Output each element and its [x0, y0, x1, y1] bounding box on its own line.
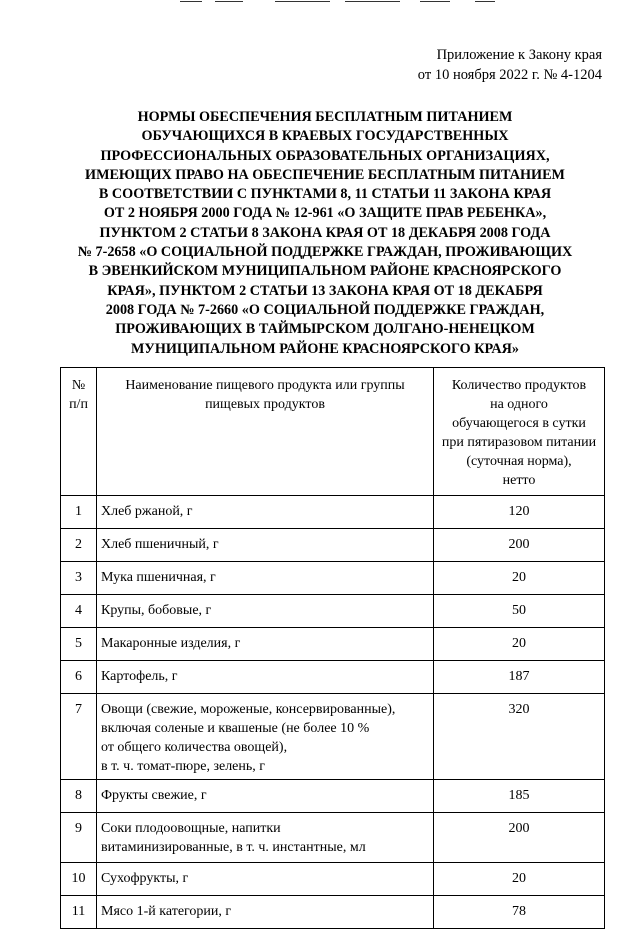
table-row: [61, 863, 605, 896]
row-number: 3: [61, 562, 97, 595]
table-body: [61, 496, 605, 929]
title-line: № 7-2658 «О СОЦИАЛЬНОЙ ПОДДЕРЖКЕ ГРАЖДАН, ПРОЖИВАЮЩИХ: [77, 244, 573, 261]
row-number: 11: [61, 896, 97, 929]
product-name-line: в т. ч. томат-пюре, зелень, г: [101, 759, 266, 774]
row-quantity: 20: [434, 562, 605, 595]
row-product-name: [97, 562, 434, 595]
product-name-line: Картофель, г: [101, 669, 178, 684]
row-product-name: [97, 661, 434, 694]
appendix-note: [418, 45, 602, 85]
appendix-line-1: Приложение к Закону края: [436, 47, 602, 63]
product-name-line: Мука пшеничная, г: [101, 570, 216, 585]
product-name-line: Овощи (свежие, мороженые, консервированные),: [101, 702, 396, 717]
food-norms-table: [60, 367, 605, 929]
row-product-name: [97, 813, 434, 863]
table-row: [61, 595, 605, 628]
product-name-line: Сухофрукты, г: [101, 871, 189, 886]
row-quantity: 200: [434, 813, 605, 863]
row-product-name: [97, 496, 434, 529]
header-number-line: п/п: [69, 397, 88, 412]
table-row: [61, 896, 605, 929]
product-name-line: Хлеб ржаной, г: [101, 504, 193, 519]
row-product-name: [97, 780, 434, 813]
header-number: [61, 368, 97, 496]
product-name-line: включая соленые и квашеные (не более 10 %: [101, 721, 370, 736]
product-name-line: от общего количества овощей),: [101, 740, 288, 755]
row-number: 5: [61, 628, 97, 661]
title-line: КРАЯ», ПУНКТОМ 2 СТАТЬИ 13 ЗАКОНА КРАЯ ОТ 18 ДЕКАБРЯ: [107, 282, 543, 299]
header-number-line: №: [71, 378, 86, 393]
title-line: ИМЕЮЩИХ ПРАВО НА ОБЕСПЕЧЕНИЕ БЕСПЛАТНЫМ ПИТАНИЕМ: [85, 166, 565, 183]
title-line: ПРОЖИВАЮЩИХ В ТАЙМЫРСКОМ ДОЛГАНО-НЕНЕЦКОМ: [115, 321, 535, 338]
product-name-line: Макаронные изделия, г: [101, 636, 241, 651]
product-name-line: Мясо 1-й категории, г: [101, 904, 232, 919]
header-name-line: Наименование пищевого продукта или группы: [125, 378, 405, 393]
row-number: 8: [61, 780, 97, 813]
table-row: [61, 529, 605, 562]
header-quantity-line: обучающегося в сутки: [452, 416, 586, 431]
row-quantity: 185: [434, 780, 605, 813]
row-number: 2: [61, 529, 97, 562]
row-quantity: 120: [434, 496, 605, 529]
row-product-name: [97, 694, 434, 780]
title-line: ОБУЧАЮЩИХСЯ В КРАЕВЫХ ГОСУДАРСТВЕННЫХ: [141, 128, 509, 145]
title-line: 2008 ГОДА № 7-2660 «О СОЦИАЛЬНОЙ ПОДДЕРЖКЕ ГРАЖДАН,: [105, 301, 545, 318]
row-quantity: 20: [434, 628, 605, 661]
row-quantity: 200: [434, 529, 605, 562]
table-row: [61, 780, 605, 813]
product-name-line: Соки плодоовощные, напитки: [101, 821, 281, 836]
row-quantity: 320: [434, 694, 605, 780]
title-line: ПРОФЕССИОНАЛЬНЫХ ОБРАЗОВАТЕЛЬНЫХ ОРГАНИЗАЦИЯХ,: [100, 147, 550, 164]
table-row: [61, 628, 605, 661]
row-quantity: 50: [434, 595, 605, 628]
row-number: 7: [61, 694, 97, 780]
row-quantity: 78: [434, 896, 605, 929]
title-line: ОТ 2 НОЯБРЯ 2000 ГОДА № 12-961 «О ЗАЩИТЕ ПРАВ РЕБЕНКА»,: [103, 205, 547, 222]
title-line: НОРМЫ ОБЕСПЕЧЕНИЯ БЕСПЛАТНЫМ ПИТАНИЕМ: [137, 109, 513, 125]
header-quantity-line: при пятиразовом питании: [441, 435, 597, 450]
header-quantity-line: (суточная норма),: [466, 454, 572, 469]
title-line: В ЭВЕНКИЙСКОМ МУНИЦИПАЛЬНОМ РАЙОНЕ КРАСНОЯРСКОГО: [88, 263, 562, 280]
row-product-name: [97, 529, 434, 562]
row-number: 4: [61, 595, 97, 628]
title-line: ПУНКТОМ 2 СТАТЬИ 8 ЗАКОНА КРАЯ ОТ 18 ДЕКАБРЯ 2008 ГОДА: [99, 224, 551, 241]
row-number: 1: [61, 496, 97, 529]
product-name-line: Фрукты свежие, г: [101, 788, 207, 803]
table-row: [61, 661, 605, 694]
product-name-line: Крупы, бобовые, г: [101, 603, 212, 618]
header-quantity-line: на одного: [490, 397, 548, 412]
table-row: [61, 496, 605, 529]
product-name-line: Хлеб пшеничный, г: [101, 537, 219, 552]
row-quantity: 20: [434, 863, 605, 896]
scan-top-marks: [0, 0, 636, 4]
header-name-line: пищевых продуктов: [205, 397, 325, 412]
row-product-name: [97, 863, 434, 896]
header-quantity: [434, 368, 605, 496]
row-number: 9: [61, 813, 97, 863]
row-product-name: [97, 628, 434, 661]
row-product-name: [97, 896, 434, 929]
table-row: [61, 694, 605, 780]
header-quantity-line: нетто: [502, 473, 536, 488]
title-line: МУНИЦИПАЛЬНОМ РАЙОНЕ КРАСНОЯРСКОГО КРАЯ»: [131, 340, 519, 357]
product-name-line: витаминизированные, в т. ч. инстантные, мл: [101, 840, 366, 855]
row-number: 6: [61, 661, 97, 694]
document-title: [60, 108, 590, 359]
title-line: В СООТВЕТСТВИИ С ПУНКТАМИ 8, 11 СТАТЬИ 11 ЗАКОНА КРАЯ: [98, 186, 552, 203]
row-number: 10: [61, 863, 97, 896]
header-quantity-line: Количество продуктов: [451, 378, 587, 393]
table-row: [61, 813, 605, 863]
table-row: [61, 562, 605, 595]
row-product-name: [97, 595, 434, 628]
appendix-line-2: от 10 ноября 2022 г. № 4-1204: [417, 67, 602, 83]
table-header-row: [61, 368, 605, 496]
row-quantity: 187: [434, 661, 605, 694]
header-product-name: [97, 368, 434, 496]
